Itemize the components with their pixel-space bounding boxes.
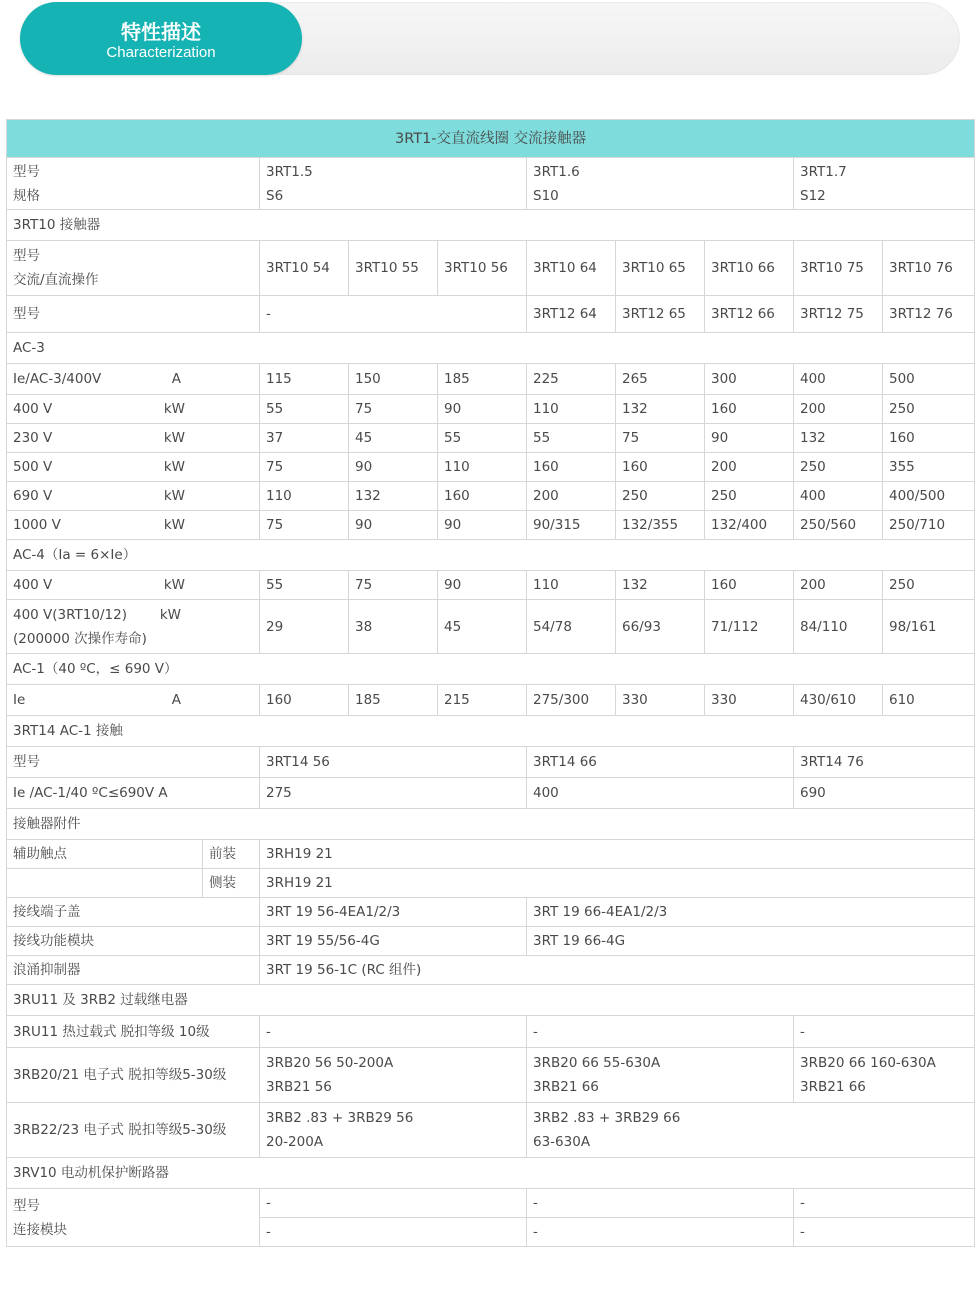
table-cell: -	[260, 1016, 527, 1048]
table-cell: 160	[705, 395, 794, 424]
section-row	[7, 1158, 975, 1189]
table-row	[7, 395, 975, 424]
table-cell: 225	[527, 364, 616, 395]
row-label-line: 交流/直流操作	[13, 272, 99, 288]
row-label	[7, 482, 260, 511]
row-label-line	[13, 603, 253, 627]
table-cell: 55	[438, 424, 527, 453]
section-heading-3rt10: 3RT10 接触器	[7, 210, 975, 241]
table-cell: -	[527, 1016, 794, 1048]
table-cell: 610	[883, 685, 975, 716]
table-cell: 90/315	[527, 511, 616, 540]
section-row	[7, 654, 975, 685]
row-unit: kW	[163, 488, 185, 504]
table-cell: 3RT12 64	[527, 296, 616, 333]
row-label	[7, 571, 260, 600]
row-label-text: 400 V	[13, 401, 53, 417]
table-cell: 160	[883, 424, 975, 453]
table-cell: 160	[438, 482, 527, 511]
table-cell: 250/710	[883, 511, 975, 540]
table-cell: -	[260, 1218, 527, 1247]
table-cell: 275/300	[527, 685, 616, 716]
table-cell: 400	[794, 482, 883, 511]
header-group-type: 3RT1.7	[800, 163, 847, 180]
table-cell: 400	[794, 364, 883, 395]
table-cell: 3RT10 55	[349, 241, 438, 296]
table-row	[7, 840, 975, 869]
section-row	[7, 809, 975, 840]
table-cell: 265	[616, 364, 705, 395]
table-cell: 132	[616, 395, 705, 424]
table-cell: 3RT 19 56-4EA1/2/3	[260, 898, 527, 927]
table-cell: 90	[705, 424, 794, 453]
table-cell: 37	[260, 424, 349, 453]
table-row	[7, 571, 975, 600]
table-cell: 250	[794, 453, 883, 482]
table-cell: 132	[794, 424, 883, 453]
cell-line: 63-630A	[533, 1134, 591, 1150]
table-cell: 3RT12 76	[883, 296, 975, 333]
table-cell: 132	[349, 482, 438, 511]
header-group-size: S10	[533, 187, 559, 204]
table-row	[7, 1189, 975, 1218]
row-unit: kW	[163, 401, 185, 417]
table-cell: 330	[705, 685, 794, 716]
table-cell: 3RH19 21	[260, 840, 975, 869]
table-cell	[260, 1103, 527, 1158]
header-group	[260, 158, 527, 210]
table-row	[7, 898, 975, 927]
table-cell: 355	[883, 453, 975, 482]
table-cell: 115	[260, 364, 349, 395]
section-row	[7, 540, 975, 571]
cell-line: 20-200A	[266, 1134, 324, 1150]
row-label-text: Ie	[13, 692, 26, 708]
row-label: 3RB20/21 电子式 脱扣等级5-30级	[7, 1048, 260, 1103]
row-label-text: 500 V	[13, 459, 53, 475]
row-label: 接线端子盖	[7, 898, 260, 927]
table-row	[7, 685, 975, 716]
table-row	[7, 453, 975, 482]
section-heading-3rt14: 3RT14 AC-1 接触	[7, 716, 975, 747]
row-unit: kW	[163, 459, 185, 475]
table-cell: 160	[260, 685, 349, 716]
table-cell: 90	[349, 453, 438, 482]
table-cell: 3RT14 66	[527, 747, 794, 778]
row-label: 接线功能模块	[7, 927, 260, 956]
table-row	[7, 778, 975, 809]
table-row	[7, 482, 975, 511]
table-cell: 90	[438, 511, 527, 540]
row-unit: kW	[159, 606, 181, 623]
table-cell: 250	[883, 395, 975, 424]
table-cell: 3RT12 75	[794, 296, 883, 333]
table-cell: 55	[527, 424, 616, 453]
row-label-text: 690 V	[13, 488, 53, 504]
cell-line: 3RB21 66	[800, 1079, 866, 1095]
table-row	[7, 747, 975, 778]
table-cell: 690	[794, 778, 975, 809]
table-cell: 75	[349, 571, 438, 600]
table-cell: 90	[349, 511, 438, 540]
table-cell: 185	[438, 364, 527, 395]
table-cell: 66/93	[616, 600, 705, 654]
table-cell: -	[794, 1016, 975, 1048]
table-row	[7, 511, 975, 540]
header-group	[794, 158, 975, 210]
table-row	[7, 241, 975, 296]
section-heading-3rv10: 3RV10 电动机保护断路器	[7, 1158, 975, 1189]
section-row	[7, 985, 975, 1016]
table-cell: 3RT14 56	[260, 747, 527, 778]
row-label-line: 型号	[13, 248, 40, 264]
header-group-size: S12	[800, 187, 826, 204]
header-group-type: 3RT1.6	[533, 163, 580, 180]
row-label-line: 连接模块	[13, 1221, 67, 1238]
spec-table	[6, 119, 975, 1247]
table-cell: 200	[794, 395, 883, 424]
row-label: 型号	[7, 747, 260, 778]
header-group	[527, 158, 794, 210]
table-cell: 330	[616, 685, 705, 716]
table-cell: 55	[260, 571, 349, 600]
table-cell: 3RH19 21	[260, 869, 975, 898]
table-cell: 3RT 19 66-4G	[527, 927, 975, 956]
table-cell: 250	[705, 482, 794, 511]
table-cell: 75	[349, 395, 438, 424]
row-label	[7, 364, 260, 395]
row-label-line: (200000 次操作寿命)	[13, 630, 147, 647]
table-cell: 3RT10 54	[260, 241, 349, 296]
row-label-text: 400 V	[13, 577, 53, 593]
table-cell: 250/560	[794, 511, 883, 540]
row-unit: kW	[163, 577, 185, 593]
table-cell: 300	[705, 364, 794, 395]
cell-line: 3RB2 .83 + 3RB29 56	[266, 1110, 414, 1126]
table-cell: 132/355	[616, 511, 705, 540]
table-cell: 110	[527, 395, 616, 424]
table-cell: 3RT10 66	[705, 241, 794, 296]
row-unit: A	[171, 692, 181, 708]
row-label-empty	[7, 869, 203, 898]
table-row	[7, 956, 975, 985]
section-row	[7, 210, 975, 241]
table-cell: 3RT12 65	[616, 296, 705, 333]
sub-label: 前装	[203, 840, 260, 869]
table-cell	[527, 1103, 975, 1158]
table-row	[7, 927, 975, 956]
table-cell: 38	[349, 600, 438, 654]
table-row	[7, 869, 975, 898]
row-label	[7, 241, 260, 296]
row-label-text: Ie/AC-3/400V	[13, 371, 102, 387]
table-cell: 90	[438, 395, 527, 424]
table-cell: 110	[438, 453, 527, 482]
header-row	[7, 158, 975, 210]
row-label	[7, 453, 260, 482]
table-cell: -	[794, 1189, 975, 1218]
row-label-text: 400 V(3RT10/12)	[13, 606, 127, 623]
row-label: 辅助触点	[7, 840, 203, 869]
table-cell: 90	[438, 571, 527, 600]
table-cell: 275	[260, 778, 527, 809]
table-cell: 132/400	[705, 511, 794, 540]
table-cell	[260, 1048, 527, 1103]
row-label	[7, 685, 260, 716]
header-group-type: 3RT1.5	[266, 163, 313, 180]
row-label: 型号	[7, 296, 260, 333]
table-row	[7, 1103, 975, 1158]
table-cell: 3RT 19 66-4EA1/2/3	[527, 898, 975, 927]
table-cell: 430/610	[794, 685, 883, 716]
table-cell: 132	[616, 571, 705, 600]
cell-line: 3RB21 66	[533, 1079, 599, 1095]
header-label	[7, 158, 260, 210]
row-label: 3RB22/23 电子式 脱扣等级5-30级	[7, 1103, 260, 1158]
row-label-text: 230 V	[13, 430, 53, 446]
table-cell: 3RT10 75	[794, 241, 883, 296]
banner-title-zh: 特性描述	[121, 20, 201, 44]
table-cell: 3RT10 56	[438, 241, 527, 296]
table-cell: 75	[260, 453, 349, 482]
section-heading-accessories: 接触器附件	[7, 809, 975, 840]
table-row	[7, 1048, 975, 1103]
section-row	[7, 716, 975, 747]
header-group-size: S6	[266, 187, 284, 204]
table-cell	[527, 1048, 794, 1103]
table-cell: -	[260, 296, 527, 333]
row-label: 3RU11 热过载式 脱扣等级 10级	[7, 1016, 260, 1048]
cell-line: 3RB21 56	[266, 1079, 332, 1095]
table-cell: 29	[260, 600, 349, 654]
table-cell: 160	[705, 571, 794, 600]
table-cell: 98/161	[883, 600, 975, 654]
table-cell	[794, 1048, 975, 1103]
cell-line: 3RB20 66 160-630A	[800, 1055, 936, 1071]
table-cell: 250	[883, 571, 975, 600]
row-label	[7, 600, 260, 654]
table-cell: 3RT10 65	[616, 241, 705, 296]
section-heading-ac1: AC-1（40 ºC，≤ 690 V）	[7, 654, 975, 685]
table-cell: 3RT10 64	[527, 241, 616, 296]
row-label	[7, 1189, 260, 1247]
table-cell: 45	[349, 424, 438, 453]
table-cell: -	[527, 1218, 794, 1247]
section-row	[7, 333, 975, 364]
table-title-row	[7, 120, 975, 158]
table-cell: 200	[705, 453, 794, 482]
table-cell: 3RT 19 55/56-4G	[260, 927, 527, 956]
row-label	[7, 511, 260, 540]
table-title: 3RT1-交直流线圈 交流接触器	[7, 120, 975, 158]
table-cell: 150	[349, 364, 438, 395]
table-cell: 160	[616, 453, 705, 482]
table-cell: 75	[260, 511, 349, 540]
table-cell: 200	[794, 571, 883, 600]
table-cell: 110	[260, 482, 349, 511]
table-cell: 250	[616, 482, 705, 511]
header-label-size: 规格	[13, 187, 40, 204]
section-banner	[20, 2, 302, 75]
row-label	[7, 395, 260, 424]
table-cell: 160	[527, 453, 616, 482]
row-unit: A	[171, 371, 181, 387]
table-cell: -	[794, 1218, 975, 1247]
table-cell: 3RT 19 56-1C (RC 组件)	[260, 956, 975, 985]
table-cell: 71/112	[705, 600, 794, 654]
row-unit: kW	[163, 430, 185, 446]
banner-title-en: Characterization	[106, 44, 216, 61]
sub-label: 侧装	[203, 869, 260, 898]
cell-line: 3RB20 66 55-630A	[533, 1055, 661, 1071]
table-cell: 185	[349, 685, 438, 716]
cell-line: 3RB2 .83 + 3RB29 66	[533, 1110, 681, 1126]
table-cell: 500	[883, 364, 975, 395]
table-row	[7, 1016, 975, 1048]
section-heading-overload: 3RU11 及 3RB2 过载继电器	[7, 985, 975, 1016]
table-cell: 110	[527, 571, 616, 600]
table-row	[7, 364, 975, 395]
table-row	[7, 600, 975, 654]
table-cell: 400/500	[883, 482, 975, 511]
section-heading-ac3: AC-3	[7, 333, 975, 364]
table-cell: 200	[527, 482, 616, 511]
row-label: 浪涌抑制器	[7, 956, 260, 985]
table-cell: 3RT10 76	[883, 241, 975, 296]
table-cell: -	[260, 1189, 527, 1218]
row-label	[7, 424, 260, 453]
row-label-text: 1000 V	[13, 517, 61, 533]
header-label-type: 型号	[13, 163, 40, 180]
table-row	[7, 424, 975, 453]
table-row	[7, 296, 975, 333]
row-unit: kW	[163, 517, 185, 533]
table-cell: 3RT14 76	[794, 747, 975, 778]
table-cell: 400	[527, 778, 794, 809]
table-cell: 45	[438, 600, 527, 654]
table-cell: 75	[616, 424, 705, 453]
cell-line: 3RB20 56 50-200A	[266, 1055, 394, 1071]
table-cell: 55	[260, 395, 349, 424]
table-cell: -	[527, 1189, 794, 1218]
table-cell: 215	[438, 685, 527, 716]
section-heading-ac4: AC-4（Ia = 6×Ie）	[7, 540, 975, 571]
table-cell: 84/110	[794, 600, 883, 654]
table-cell: 3RT12 66	[705, 296, 794, 333]
row-label-line: 型号	[13, 1197, 40, 1214]
row-label: Ie /AC-1/40 ºC≤690V A	[7, 778, 260, 809]
table-cell: 54/78	[527, 600, 616, 654]
